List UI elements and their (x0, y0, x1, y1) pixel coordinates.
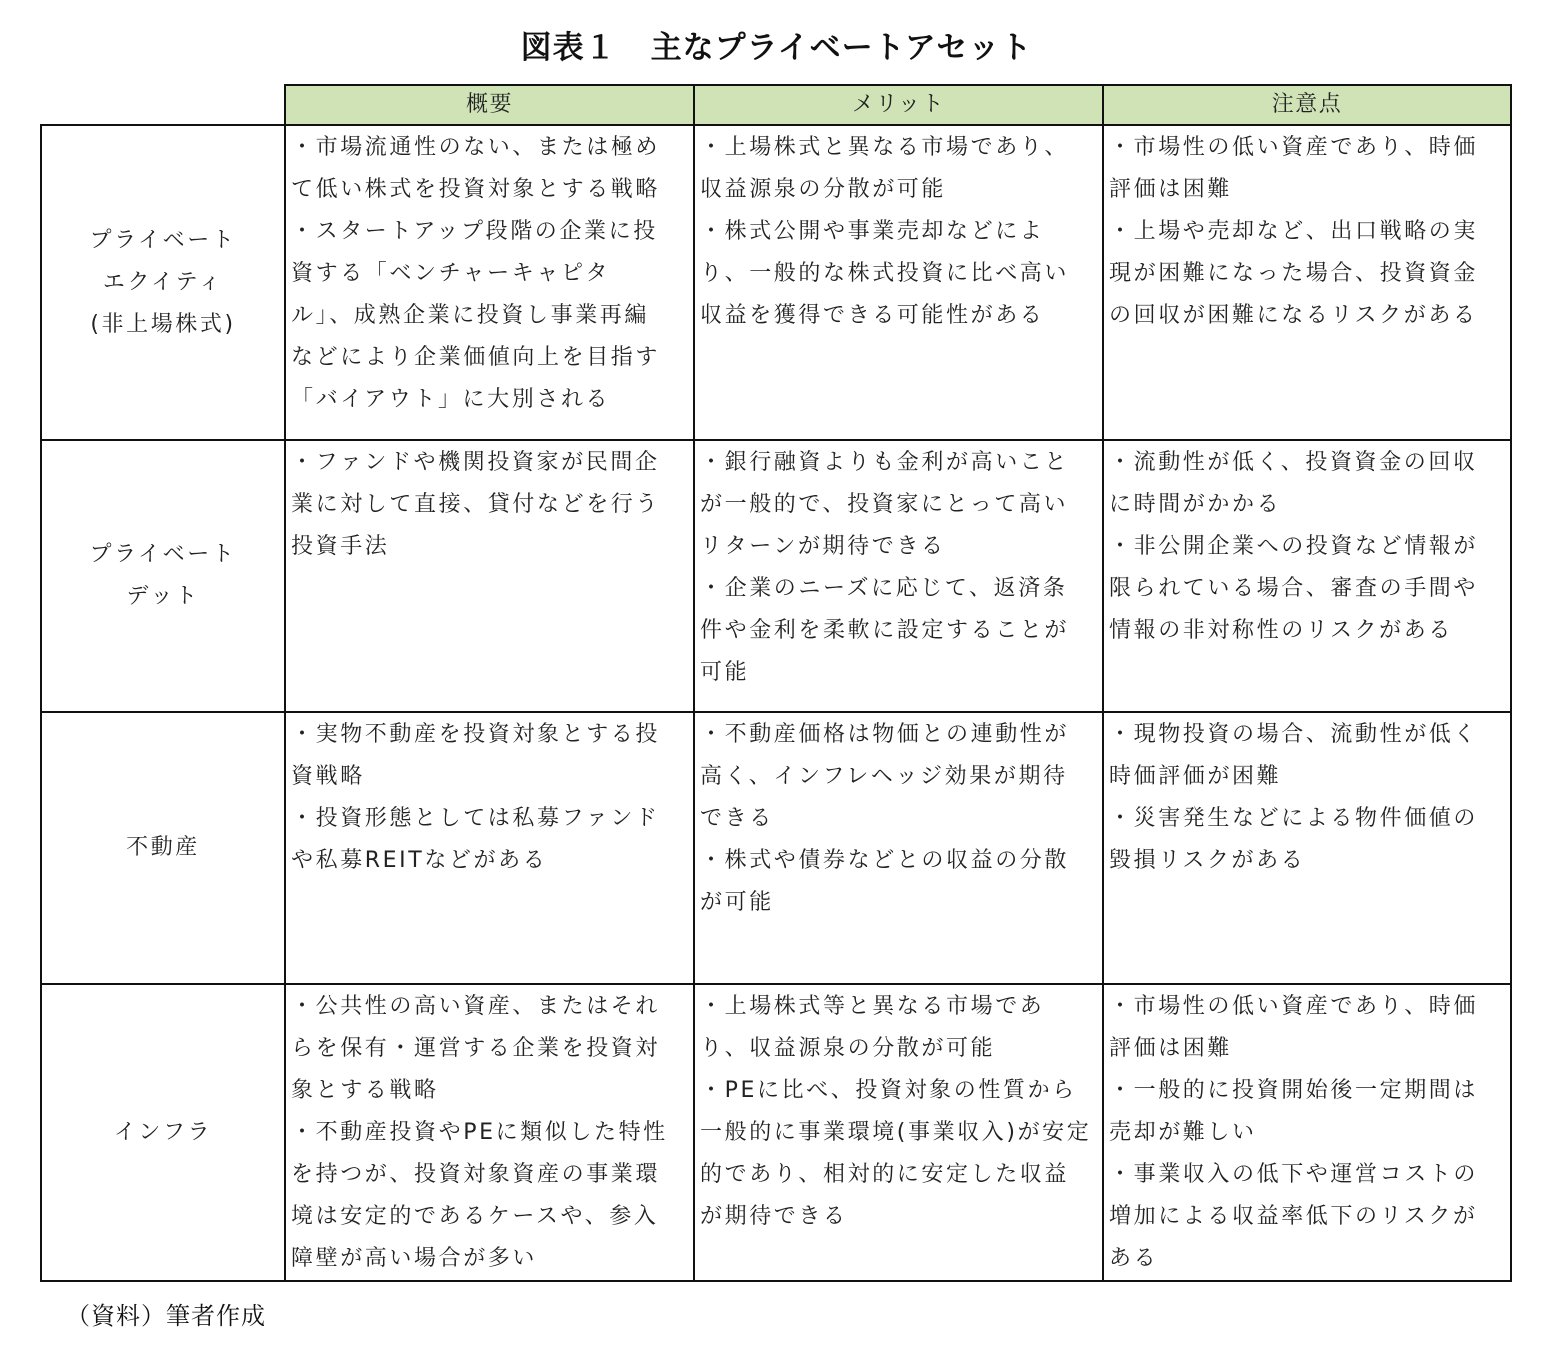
cell-text-line: 象とする戦略 (291, 1078, 439, 1103)
cell-text-line: 評価は困難 (1109, 177, 1233, 202)
cell-text-line: て低い株式を投資対象とする戦略 (291, 177, 661, 202)
cell-text-line: ・不動産投資やPEに類似した特性 (291, 1120, 668, 1145)
cell-text-line: 可能 (700, 660, 750, 685)
caution-cell (1104, 441, 1512, 713)
caution-cell (1104, 713, 1512, 985)
merit-cell (695, 713, 1104, 985)
figure-label: 図表１ (520, 30, 617, 66)
cell-text-line: 資する「ベンチャーキャピタ (291, 261, 611, 286)
cell-text-line: り、一般的な株式投資に比べ高い (700, 261, 1070, 286)
merit-cell (695, 126, 1104, 441)
cell-text-line: 情報の非対称性のリスクがある (1109, 618, 1453, 643)
cell-text-line: 収益を獲得できる可能性がある (700, 303, 1045, 328)
cell-text-line: できる (700, 806, 774, 831)
cell-text-line: ・災害発生などによる物件価値の (1109, 806, 1479, 831)
cell-text-line: ・銀行融資よりも金利が高いこと (700, 450, 1070, 475)
cell-text-line: 評価は困難 (1109, 1036, 1233, 1061)
cell-text-line: ・市場流通性のない、または極め (291, 135, 661, 160)
cell-text-line: 境は安定的であるケースや、参入 (291, 1204, 659, 1229)
row-header (40, 126, 286, 441)
cell-text-line: ・投資形態としては私募ファンド (291, 806, 660, 831)
cell-text-line: 資戦略 (291, 764, 365, 789)
cell-text-line: が期待できる (700, 1204, 848, 1229)
cell-text-line: 限られている場合、審査の手間や (1109, 576, 1479, 601)
cell-text-line: ・上場株式等と異なる市場であ (700, 994, 1045, 1019)
cell-text-line: 業に対して直接、貸付などを行う (291, 492, 661, 517)
asset-table (40, 84, 1513, 1282)
caution-cell (1104, 985, 1512, 1282)
cell-text-line: ・現物投資の場合、流動性が低く (1109, 722, 1479, 747)
cell-text-line: に時間がかかる (1109, 492, 1282, 517)
cell-text-line: 高く、インフレヘッジ効果が期待 (700, 764, 1068, 789)
cell-text-line: ・事業収入の低下や運営コストの (1109, 1162, 1479, 1187)
cell-text-line: などにより企業価値向上を目指す (291, 345, 661, 370)
column-header-overview: 概要 (286, 84, 695, 126)
cell-text-line: 毀損リスクがある (1109, 848, 1306, 873)
cell-text-line: ある (1109, 1246, 1159, 1271)
cell-text-line: ・市場性の低い資産であり、時価 (1109, 135, 1479, 160)
row-header (40, 441, 286, 713)
figure-title: 主なプライベートアセット (650, 30, 1033, 66)
merit-cell (695, 985, 1104, 1282)
merit-cell (695, 441, 1104, 713)
cell-text-line: の回収が困難になるリスクがある (1109, 303, 1478, 328)
cell-text-line: プライベート (89, 542, 237, 567)
overview-cell (286, 985, 695, 1282)
cell-text-line: ・株式公開や事業売却などによ (700, 219, 1045, 244)
cell-text-line: リターンが期待できる (700, 534, 946, 559)
source-note: （資料）筆者作成 (66, 1302, 266, 1330)
cell-text-line: ル」、成熟企業に投資し事業再編 (291, 303, 650, 328)
cell-text-line: り、収益源泉の分散が可能 (700, 1036, 996, 1061)
cell-text-line: 一般的に事業環境(事業収入)が安定 (700, 1120, 1092, 1145)
column-header-merit: メリット (695, 84, 1104, 126)
table-corner (40, 84, 286, 126)
cell-text-line: や私募REITなどがある (291, 848, 548, 873)
cell-text-line: ・スタートアップ段階の企業に投 (291, 219, 658, 244)
overview-cell (286, 126, 695, 441)
cell-text-line: 件や金利を柔軟に設定することが (700, 618, 1070, 643)
cell-text-line: ・株式や債券などとの収益の分散 (700, 848, 1070, 873)
cell-text-line: 売却が難しい (1109, 1120, 1257, 1145)
row-header (40, 713, 286, 985)
cell-text-line: ・上場株式と異なる市場であり、 (700, 135, 1070, 160)
cell-text-line: デット (126, 584, 200, 609)
cell-text-line: ・公共性の高い資産、またはそれ (291, 994, 661, 1019)
cell-text-line: 時価評価が困難 (1109, 764, 1282, 789)
cell-text-line: (非上場株式) (90, 311, 236, 337)
overview-cell (286, 713, 695, 985)
page-title (0, 22, 1553, 67)
cell-text-line: が可能 (700, 890, 774, 915)
cell-text-line: ・一般的に投資開始後一定期間は (1109, 1078, 1479, 1103)
cell-text-line: 不動産 (126, 835, 200, 860)
cell-text-line: プライベート (89, 227, 237, 253)
cell-text-line: 投資手法 (291, 534, 390, 559)
cell-text-line: 「バイアウト」に大別される (291, 387, 611, 412)
cell-text-line: 障壁が高い場合が多い (291, 1246, 538, 1271)
cell-text-line: ・流動性が低く、投資資金の回収 (1109, 450, 1478, 475)
cell-text-line: ・PEに比べ、投資対象の性質から (700, 1078, 1077, 1103)
cell-text-line: 的であり、相対的に安定した収益 (700, 1162, 1070, 1187)
cell-text-line: ・市場性の低い資産であり、時価 (1109, 994, 1479, 1019)
cell-text-line: 現が困難になった場合、投資資金 (1109, 261, 1479, 286)
column-header-caution: 注意点 (1104, 84, 1512, 126)
cell-text-line: を持つが、投資対象資産の事業環 (291, 1162, 661, 1187)
cell-text-line: が一般的で、投資家にとって高い (700, 492, 1069, 517)
cell-text-line: ・ファンドや機関投資家が民間企 (291, 450, 660, 475)
cell-text-line: ・実物不動産を投資対象とする投 (291, 722, 661, 747)
cell-text-line: ・企業のニーズに応じて、返済条 (700, 576, 1068, 601)
cell-text-line: ・上場や売却など、出口戦略の実 (1109, 219, 1479, 244)
overview-cell (286, 441, 695, 713)
cell-text-line: ・不動産価格は物価との連動性が (700, 722, 1070, 747)
cell-text-line: らを保有・運営する企業を投資対 (291, 1036, 661, 1061)
caution-cell (1104, 126, 1512, 441)
cell-text-line: エクイティ (102, 269, 224, 295)
cell-text-line: ・非公開企業への投資など情報が (1109, 534, 1479, 559)
cell-text-line: 増加による収益率低下のリスクが (1109, 1204, 1478, 1229)
row-header (40, 985, 286, 1282)
cell-text-line: インフラ (113, 1119, 213, 1145)
cell-text-line: 収益源泉の分散が可能 (700, 177, 947, 202)
